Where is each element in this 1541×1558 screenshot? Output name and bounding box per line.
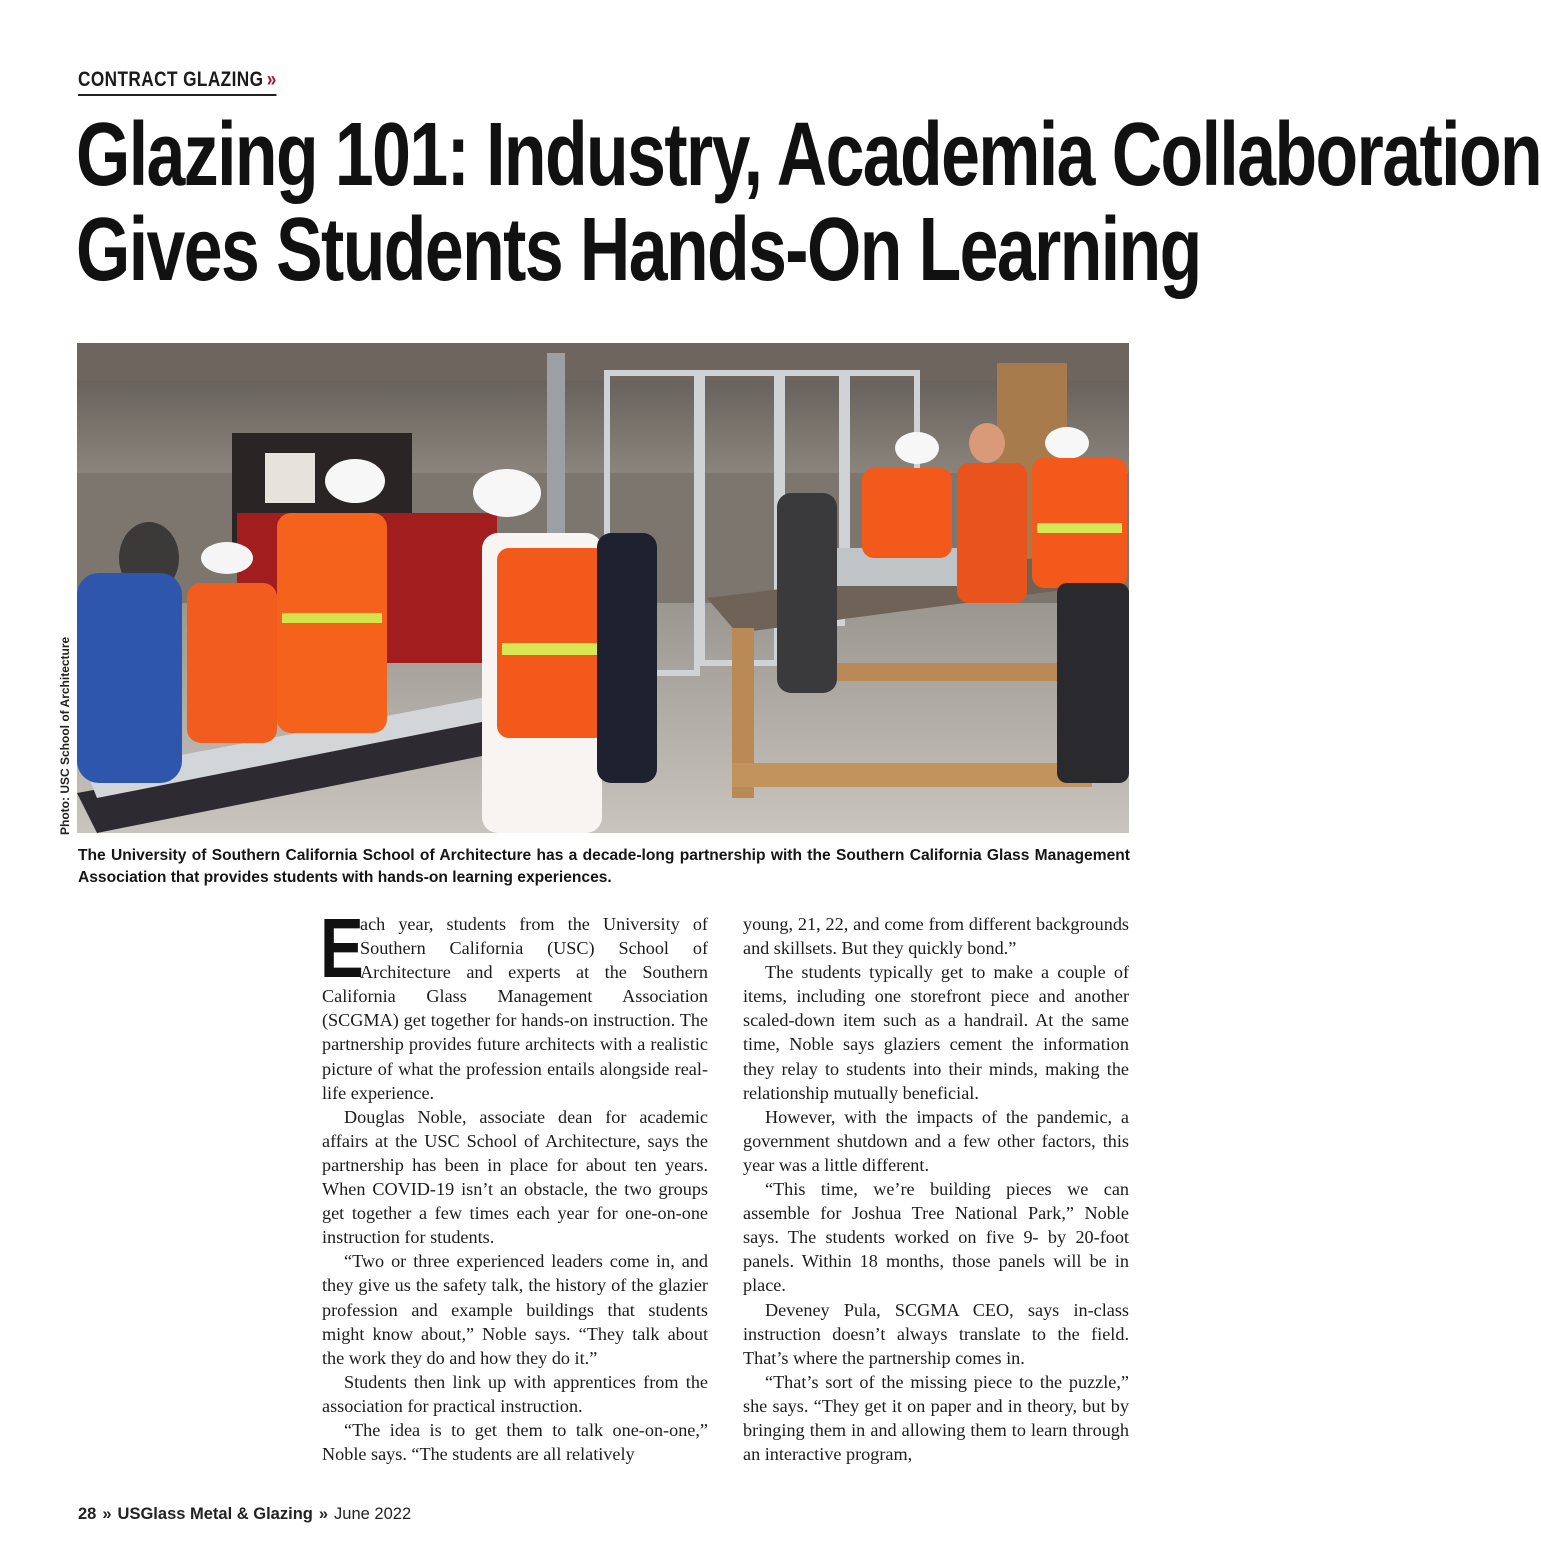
paragraph: young, 21, 22, and come from different backgrounds and skillsets. But they quickly bond.” [743, 914, 1129, 959]
article-headline [76, 105, 1541, 300]
chevron-icon: » [102, 1505, 112, 1523]
paragraph: However, with the impacts of the pandemic, a government shutdown and a few other factors, this year was a little different. [743, 1106, 1129, 1175]
paragraph: “That’s sort of the missing piece to the puzzle,” she says. “They get it on paper and in theory, but by bringing them in and allowing them to learn through an interactive program, [743, 1371, 1129, 1465]
section-label: CONTRACT GLAZING [78, 68, 264, 91]
dropcap: E [320, 901, 364, 995]
article-photo [77, 343, 1129, 833]
chevron-icon: » [318, 1505, 329, 1523]
chevron-icon: » [266, 68, 277, 91]
paragraph: “Two or three experienced leaders come in, and they give us the safety talk, the history of the glazier profession and example buildings that students might know about,” Noble says. “They talk about the work they do and how they do it.” [322, 1251, 708, 1368]
photo-credit: Photo: USC School of Architecture [58, 636, 72, 835]
page-footer [78, 1505, 411, 1524]
headline-line-1: Glazing 101: Industry, Academia Collaboration [76, 105, 1541, 205]
paragraph: “The idea is to get them to talk one-on-one,” Noble says. “The students are all relatively [322, 1419, 708, 1465]
headline-line-2: Gives Students Hands-On Learning [76, 200, 1201, 300]
paragraph: E ach year, students from the University of Southern California (USC) School of Architecture and experts at the Southern California Glass Management Association (SCGMA) get together for hands-on instruction. The partnership provides future architects with a realistic picture of what the profession entails alongside real-life experience. [320, 901, 708, 1103]
paragraph: Students then link up with apprentices from the association for practical instruction. [322, 1371, 708, 1416]
paragraph: “This time, we’re building pieces we can assemble for Joshua Tree National Park,” Noble says. The students worked on five 9- by 20-foot panels. Within 18 months, those panels will be in place. [743, 1179, 1129, 1296]
page-number: 28 [78, 1505, 97, 1523]
paragraph: Deveney Pula, SCGMA CEO, says in-class instruction doesn’t always translate to the field. That’s where the partnership comes in. [743, 1299, 1129, 1368]
paragraph: Douglas Noble, associate dean for academic affairs at the USC School of Architecture, says the partnership has been in place for about ten years. When COVID-19 isn’t an obstacle, the two groups get together a few times each year for one-on-one instruction for students. [322, 1106, 708, 1248]
article-column-1 [320, 901, 708, 1466]
section-kicker [78, 68, 277, 96]
paragraph: The students typically get to make a couple of items, including one storefront piece and another scaled-down item such as a handrail. At the same time, Noble says glaziers cement the information they relay to students into their minds, making the relationship mutually beneficial. [743, 962, 1129, 1103]
publication-name: USGlass Metal & Glazing [117, 1505, 313, 1523]
photo-caption: The University of Southern California School of Architecture has a decade-long partnership with the Southern California Glass Management Association that provides students with hands-on learning experiences. [78, 847, 1130, 886]
issue-date: June 2022 [334, 1505, 412, 1523]
article-column-2 [743, 912, 1129, 1466]
